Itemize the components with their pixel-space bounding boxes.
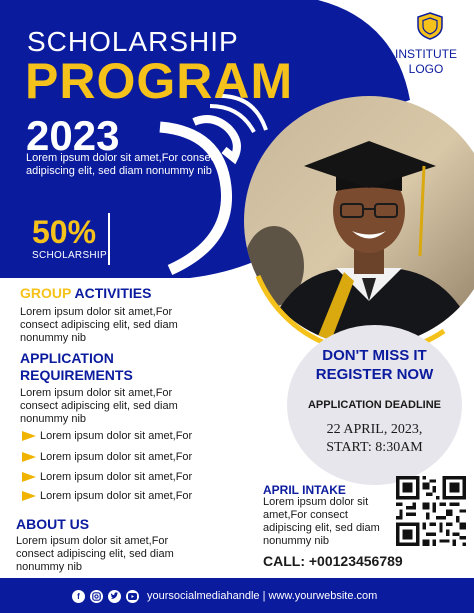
- footer-links-text[interactable]: yoursocialmediahandle | www.yourwebsite.com: [147, 590, 378, 602]
- logo-line-1: INSTITUTE: [395, 47, 457, 61]
- facebook-icon[interactable]: f: [72, 590, 85, 603]
- divider: [108, 213, 110, 265]
- title-program: PROGRAM: [25, 53, 294, 109]
- register-now-text: REGISTER NOW: [315, 366, 434, 383]
- call-number: CALL: +00123456789: [263, 553, 403, 569]
- requirements-title-line-1: APPLICATION: [20, 350, 114, 366]
- program-year: 2023: [26, 112, 120, 159]
- logo-line-2: LOGO: [408, 62, 444, 76]
- twitter-icon[interactable]: [108, 590, 121, 603]
- deadline-date: [287, 421, 462, 457]
- scholarship-percent: 50%: [32, 214, 97, 250]
- scholarship-label: SCHOLARSHIP: [32, 250, 107, 261]
- title-scholarship: SCHOLARSHIP: [27, 26, 239, 57]
- deadline-title: APPLICATION DEADLINE: [307, 399, 442, 411]
- intro-text: Lorem ipsum dolor sit amet,For consect adipiscing elit, sed diam nonummy nib: [26, 152, 220, 177]
- arrow-right-icon: [22, 472, 36, 482]
- register-callout: [287, 346, 462, 384]
- arrow-right-icon: [22, 452, 36, 462]
- dont-miss-text: DON'T MISS IT: [322, 347, 427, 364]
- about-us-text: Lorem ipsum dolor sit amet,For consect adipiscing elit, sed diam nonummy nib: [16, 535, 174, 573]
- youtube-icon[interactable]: [126, 590, 139, 603]
- activities-word: ACTIVITIES: [74, 285, 152, 301]
- institute-logo-text: [378, 47, 474, 77]
- list-item: [22, 490, 222, 502]
- arrow-right-icon: [22, 491, 36, 501]
- requirements-title: [20, 350, 220, 384]
- list-item-text: Lorem ipsum dolor sit amet,For: [40, 490, 193, 502]
- intake-text: Lorem ipsum dolor sit amet,For consect adipiscing elit, sed diam nonummy nib: [263, 496, 380, 547]
- requirements-text: Lorem ipsum dolor sit amet,For consect adipiscing elit, sed diam nonummy nib: [20, 387, 178, 425]
- group-activities-text: Lorem ipsum dolor sit amet,For consect adipiscing elit, sed diam nonummy nib: [20, 306, 178, 344]
- instagram-icon[interactable]: [90, 590, 103, 603]
- list-item: [22, 471, 222, 483]
- intake-title: APRIL INTAKE: [263, 483, 346, 497]
- footer-content: [72, 587, 377, 605]
- list-item-text: Lorem ipsum dolor sit amet,For: [40, 451, 193, 463]
- group-word: GROUP: [20, 285, 72, 301]
- list-item-text: Lorem ipsum dolor sit amet,For: [40, 430, 193, 442]
- group-activities-title: [20, 285, 151, 302]
- qr-code-icon: [396, 476, 466, 546]
- list-item-text: Lorem ipsum dolor sit amet,For: [40, 471, 193, 483]
- requirements-title-line-2: REQUIREMENTS: [20, 367, 133, 383]
- list-item: [22, 430, 222, 442]
- start-time-line: START: 8:30AM: [326, 440, 423, 455]
- list-item: [22, 451, 222, 463]
- deadline-date-line: 22 APRIL, 2023,: [326, 422, 423, 437]
- about-us-title: ABOUT US: [16, 516, 90, 532]
- photo-ring: [244, 96, 474, 356]
- shield-icon: [417, 12, 443, 40]
- arrow-right-icon: [22, 431, 36, 441]
